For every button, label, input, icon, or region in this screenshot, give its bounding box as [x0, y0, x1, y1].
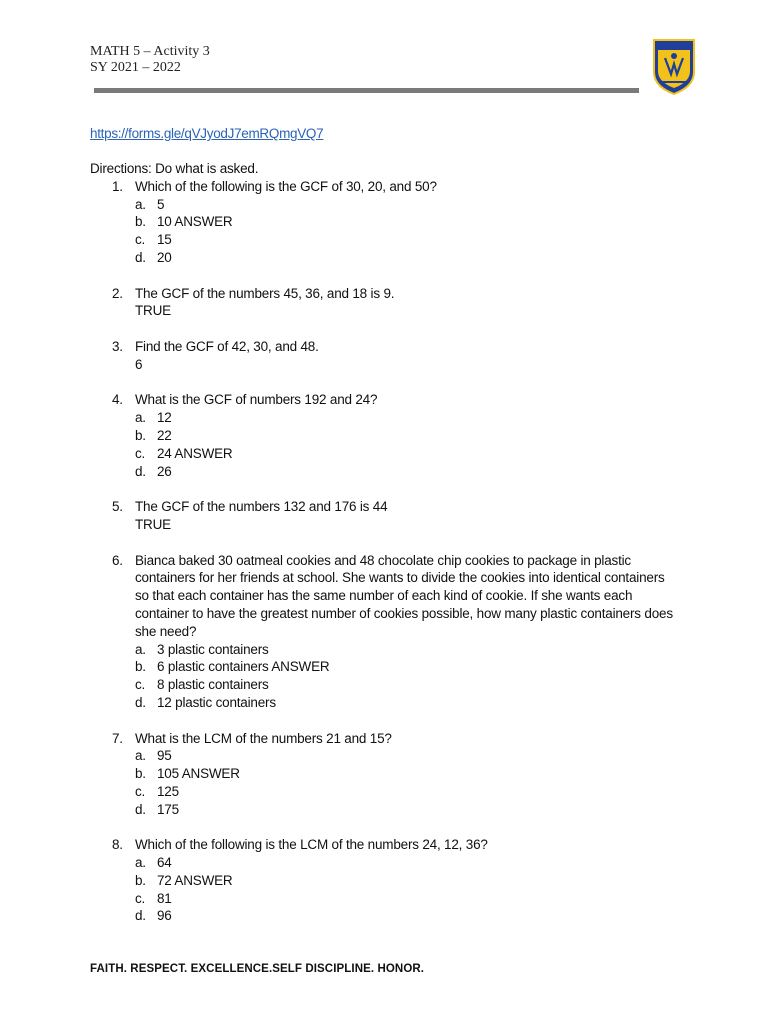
question-5	[90, 498, 690, 534]
option-letter: a.	[135, 410, 146, 426]
option-letter: c.	[135, 232, 146, 248]
option-item	[135, 890, 690, 908]
option-item	[135, 641, 690, 659]
option-item	[135, 676, 690, 694]
option-item	[135, 801, 690, 819]
option-text: 64	[157, 855, 172, 871]
option-item	[135, 658, 690, 676]
option-letter: c.	[135, 677, 146, 693]
header-divider	[94, 88, 639, 93]
question-answer: TRUE	[135, 516, 171, 532]
option-text: 10 ANSWER	[157, 214, 233, 230]
option-list	[135, 854, 690, 925]
option-letter: c.	[135, 890, 146, 906]
option-text: 12	[157, 410, 172, 426]
question-stem: What is the LCM of the numbers 21 and 15?	[135, 730, 392, 746]
question-stem: Which of the following is the GCF of 30, 20, and 50?	[135, 178, 437, 194]
worksheet-body	[90, 160, 690, 943]
option-text: 22	[157, 427, 172, 443]
option-letter: a.	[135, 855, 146, 871]
option-letter: d.	[135, 908, 146, 924]
question-number: 8.	[112, 837, 123, 853]
option-item	[135, 445, 690, 463]
option-item	[135, 694, 690, 712]
option-text: 5	[157, 196, 165, 212]
question-number: 3.	[112, 338, 123, 354]
option-item	[135, 196, 690, 214]
option-text: 125	[157, 783, 179, 799]
option-letter: b.	[135, 427, 146, 443]
question-number: 4.	[112, 392, 123, 408]
question-7	[90, 730, 690, 819]
option-item	[135, 783, 690, 801]
question-3	[90, 338, 690, 374]
option-letter: a.	[135, 196, 146, 212]
option-item	[135, 213, 690, 231]
question-number: 5.	[112, 499, 123, 515]
question-answer: 6	[135, 356, 143, 372]
question-number: 6.	[112, 552, 123, 568]
option-text: 20	[157, 249, 172, 265]
option-item	[135, 463, 690, 481]
option-item	[135, 231, 690, 249]
question-stem: Which of the following is the LCM of the numbers 24, 12, 36?	[135, 837, 488, 853]
question-stem: Bianca baked 30 oatmeal cookies and 48 chocolate chip cookies to package in plastic containers for her friends at school. She wants to divide the cookies into identical containers so that each container has the same number of each kind of cookie. If she wants each container to have the greatest number of cookies possible, how many plastic containers does she need?	[135, 552, 673, 639]
question-number: 1.	[112, 178, 123, 194]
school-year: SY 2021 – 2022	[90, 60, 181, 75]
form-link[interactable]: https://forms.gle/qVJyodJ7emRQmgVQ7	[90, 126, 324, 141]
question-number: 7.	[112, 730, 123, 746]
option-letter: c.	[135, 445, 146, 461]
option-letter: d.	[135, 801, 146, 817]
question-8	[90, 836, 690, 925]
option-letter: d.	[135, 249, 146, 265]
option-item	[135, 907, 690, 925]
school-motto: FAITH. RESPECT. EXCELLENCE.SELF DISCIPLINE. HONOR.	[90, 963, 425, 975]
option-text: 95	[157, 748, 172, 764]
option-text: 81	[157, 890, 172, 906]
course-title: MATH 5 – Activity 3	[90, 44, 210, 59]
option-item	[135, 409, 690, 427]
option-item	[135, 249, 690, 267]
option-letter: b.	[135, 872, 146, 888]
question-2	[90, 285, 690, 321]
option-letter: b.	[135, 766, 146, 782]
option-text: 12 plastic containers	[157, 694, 276, 710]
option-item	[135, 872, 690, 890]
option-text: 26	[157, 463, 172, 479]
school-logo	[650, 38, 698, 96]
option-text: 15	[157, 232, 172, 248]
option-letter: b.	[135, 659, 146, 675]
question-stem: Find the GCF of 42, 30, and 48.	[135, 338, 319, 354]
option-text: 72 ANSWER	[157, 872, 233, 888]
option-text: 8 plastic containers	[157, 677, 269, 693]
option-list	[135, 196, 690, 267]
question-1	[90, 178, 690, 267]
question-number: 2.	[112, 285, 123, 301]
question-6	[90, 552, 690, 712]
option-letter: c.	[135, 783, 146, 799]
option-letter: a.	[135, 641, 146, 657]
option-text: 105 ANSWER	[157, 766, 240, 782]
question-stem: The GCF of the numbers 45, 36, and 18 is 9.	[135, 285, 395, 301]
option-letter: d.	[135, 463, 146, 479]
option-letter: d.	[135, 694, 146, 710]
option-letter: b.	[135, 214, 146, 230]
option-item	[135, 765, 690, 783]
option-letter: a.	[135, 748, 146, 764]
question-4	[90, 391, 690, 480]
question-answer: TRUE	[135, 303, 171, 319]
option-text: 175	[157, 801, 179, 817]
question-stem: What is the GCF of numbers 192 and 24?	[135, 392, 378, 408]
option-text: 6 plastic containers ANSWER	[157, 659, 330, 675]
option-text: 96	[157, 908, 172, 924]
option-list	[135, 409, 690, 480]
question-stem: The GCF of the numbers 132 and 176 is 44	[135, 499, 388, 515]
directions: Directions: Do what is asked.	[90, 161, 259, 176]
option-item	[135, 747, 690, 765]
option-list	[135, 641, 690, 712]
option-item	[135, 854, 690, 872]
option-text: 3 plastic containers	[157, 641, 269, 657]
document-header	[90, 44, 210, 76]
option-item	[135, 427, 690, 445]
option-text: 24 ANSWER	[157, 445, 233, 461]
option-list	[135, 747, 690, 818]
